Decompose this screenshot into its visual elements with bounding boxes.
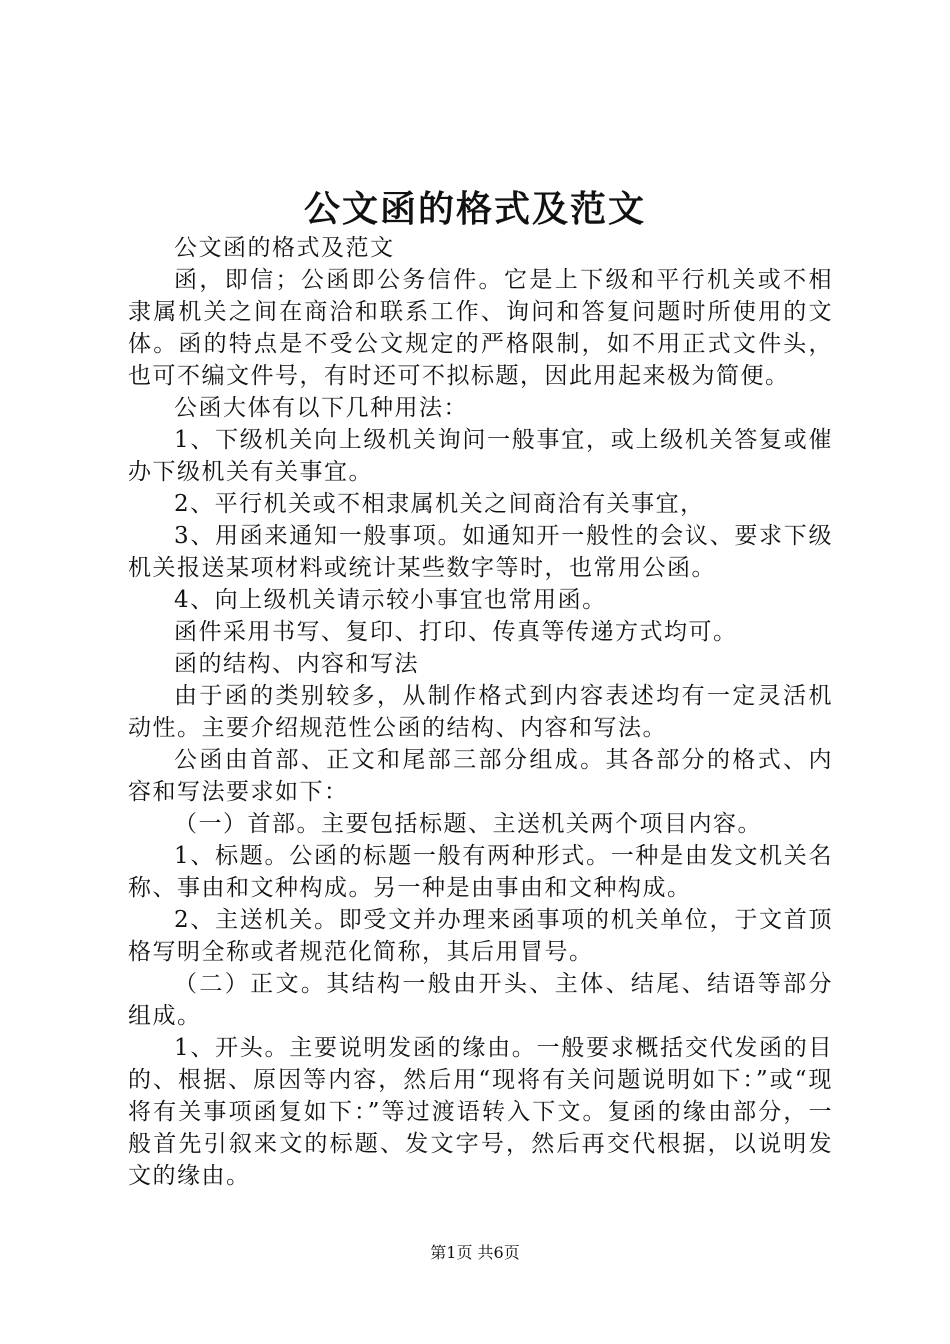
page-number-footer: 第1页 共6页 — [430, 1243, 520, 1262]
document-body — [128, 232, 833, 1192]
paragraph: （一）首部。主要包括标题、主送机关两个项目内容。 — [174, 811, 762, 837]
paragraph: 1、下级机关向上级机关询问一般事宜，或上级机关答复或催办下级机关有关事宜。 — [128, 427, 833, 485]
paragraph: 公函由首部、正文和尾部三部分组成。其各部分的格式、内容和写法要求如下： — [128, 747, 833, 805]
paragraph: 2、主送机关。即受文并办理来函事项的机关单位，于文首顶格写明全称或者规范化简称，其后用冒号。 — [128, 907, 833, 965]
paragraph: 函件采用书写、复印、打印、传真等传递方式均可。 — [174, 619, 738, 645]
paragraph: 4、向上级机关请示较小事宜也常用函。 — [174, 587, 607, 613]
paragraph: （二）正文。其结构一般由开头、主体、结尾、结语等部分组成。 — [128, 971, 833, 1029]
paragraph: 1、开头。主要说明发函的缘由。一般要求概括交代发函的目的、根据、原因等内容，然后用“现将有关问题说明如下：”或“现将有关事项函复如下：”等过渡语转入下文。复函的缘由部分，一般首先引叙来文的标题、发文字号，然后再交代根据，以说明发文的缘由。 — [128, 1035, 833, 1189]
paragraph: 函，即信；公函即公务信件。它是上下级和平行机关或不相隶属机关之间在商洽和联系工作、询问和答复问题时所使用的文体。函的特点是不受公文规定的严格限制，如不用正式文件头，也可不编文件号，有时还可不拟标题，因此用起来极为简便。 — [128, 267, 833, 389]
paragraph: 1、标题。公函的标题一般有两种形式。一种是由发文机关名称、事由和文种构成。另一种是由事由和文种构成。 — [128, 843, 833, 901]
paragraph: 3、用函来通知一般事项。如通知开一般性的会议、要求下级机关报送某项材料或统计某些数字等时，也常用公函。 — [128, 523, 833, 581]
paragraph: 由于函的类别较多，从制作格式到内容表述均有一定灵活机动性。主要介绍规范性公函的结构、内容和写法。 — [128, 683, 833, 741]
paragraph: 2、平行机关或不相隶属机关之间商洽有关事宜， — [174, 491, 705, 517]
paragraph: 公文函的格式及范文 — [174, 235, 395, 261]
document-title: 公文函的格式及范文 — [303, 188, 646, 230]
paragraph: 公函大体有以下几种用法： — [174, 395, 468, 421]
paragraph: 函的结构、内容和写法 — [174, 651, 419, 677]
